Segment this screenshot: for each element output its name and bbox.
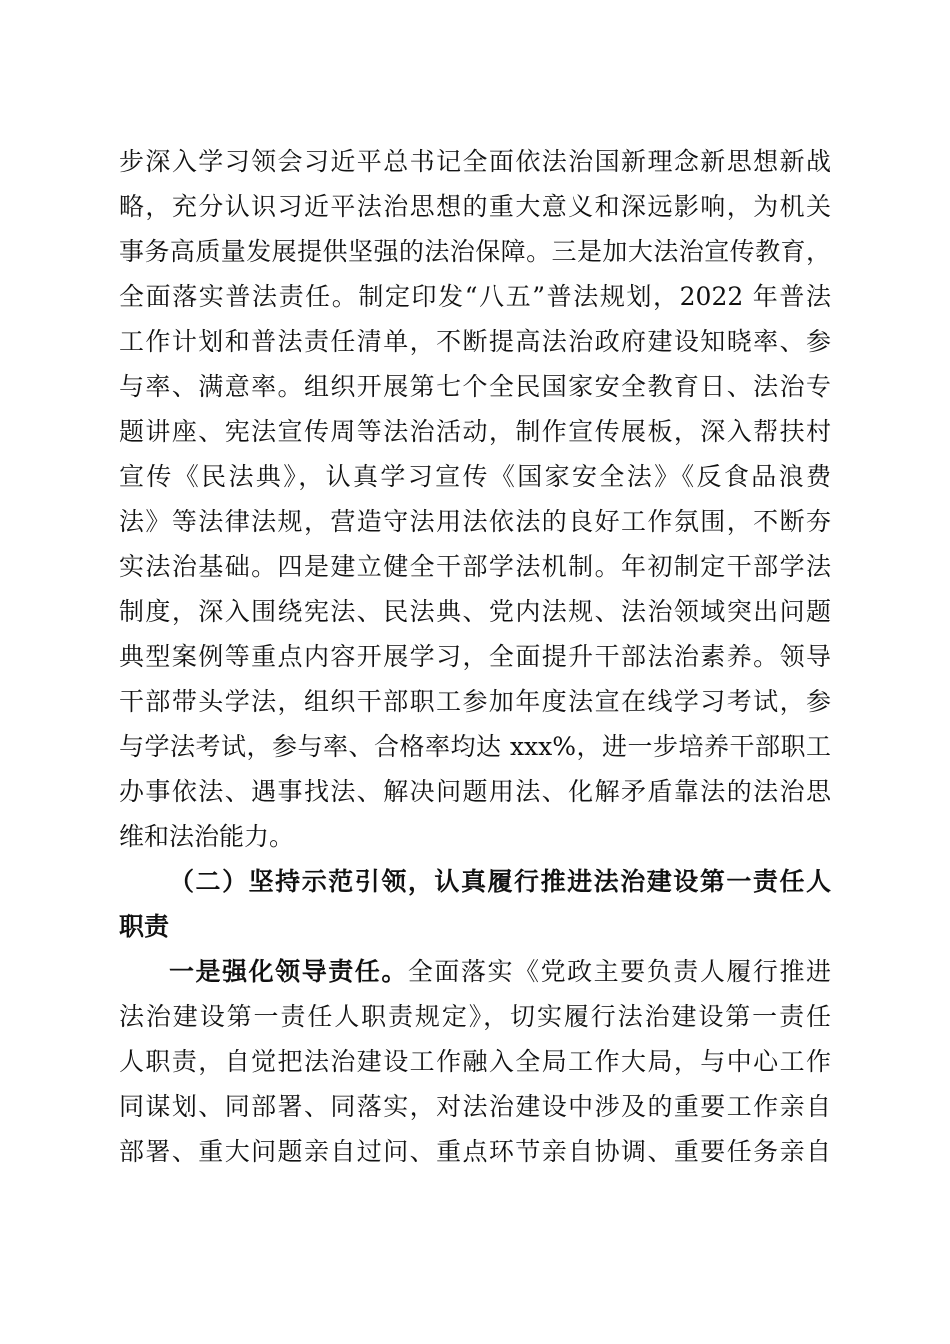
paragraph-lead: 一是强化领导责任。	[169, 957, 408, 986]
body-text-line: 实法治基础。四是建立健全干部学法机制。年初制定干部学法	[119, 552, 831, 581]
body-text-line: 法》等法律法规，营造守法用法依法的良好工作氛围，不断夯	[119, 507, 831, 536]
paragraph-lead-line	[169, 950, 831, 994]
body-text-line: 同谋划、同部署、同落实，对法治建设中涉及的重要工作亲自	[119, 1092, 831, 1121]
body-text-line: 宣传《民法典》，认真学习宣传《国家安全法》《反食品浪费	[119, 462, 831, 491]
body-text-line: 法治建设第一责任人职责规定》，切实履行法治建设第一责任	[119, 1002, 831, 1031]
body-text-line: 典型案例等重点内容开展学习，全面提升干部法治素养。领导	[119, 642, 831, 671]
section-heading-continuation: 职责	[119, 912, 170, 941]
body-text-line: 与率、满意率。组织开展第七个全民国家安全教育日、法治专	[119, 372, 831, 401]
body-text-line: 工作计划和普法责任清单，不断提高法治政府建设知晓率、参	[119, 327, 831, 356]
section-heading: （二）坚持示范引领，认真履行推进法治建设第一责任人	[169, 867, 831, 896]
body-text-line: 办事依法、遇事找法、解决问题用法、化解矛盾靠法的法治思	[119, 777, 831, 806]
body-text-line: 步深入学习领会习近平总书记全面依法治国新理念新思想新战	[119, 147, 831, 176]
body-text-line: 事务高质量发展提供坚强的法治保障。三是加大法治宣传教育，	[119, 237, 831, 266]
body-text-line: 干部带头学法，组织干部职工参加年度法宣在线学习考试，参	[119, 687, 831, 716]
body-text-line: 部署、重大问题亲自过问、重点环节亲自协调、重要任务亲自	[119, 1137, 831, 1166]
body-text-line: 全面落实普法责任。制定印发“八五”普法规划，2022 年普法	[119, 282, 831, 311]
body-text-line: 题讲座、宪法宣传周等法治活动，制作宣传展板，深入帮扶村	[119, 417, 831, 446]
body-text-line: 维和法治能力。	[119, 822, 295, 851]
paragraph-lead-rest: 全面落实《党政主要负责人履行推进	[407, 957, 831, 986]
body-text-line: 制度，深入围绕宪法、民法典、党内法规、法治领域突出问题	[119, 597, 831, 626]
body-text-line: 人职责，自觉把法治建设工作融入全局工作大局，与中心工作	[119, 1047, 831, 1076]
body-text-line: 略，充分认识习近平法治思想的重大意义和深远影响，为机关	[119, 192, 831, 221]
body-text-line: 与学法考试，参与率、合格率均达 xxx%，进一步培养干部职工	[119, 732, 831, 761]
